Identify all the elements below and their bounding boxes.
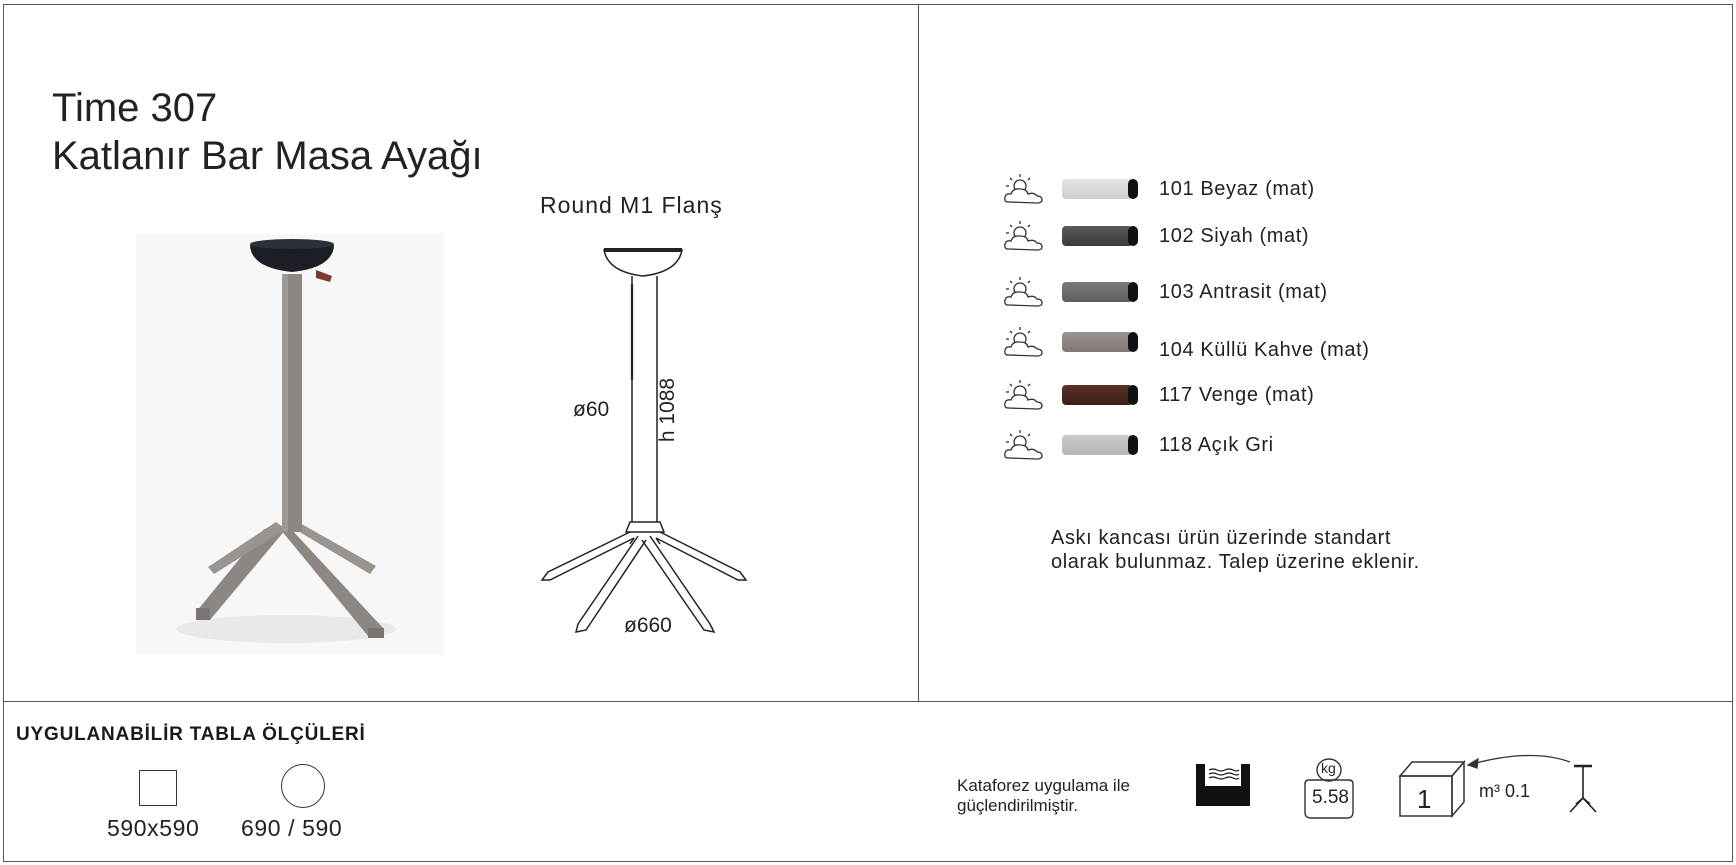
square-top-icon	[139, 770, 177, 806]
color-swatch	[1062, 282, 1138, 302]
color-option	[1002, 219, 1422, 253]
color-option	[1002, 428, 1422, 462]
base-diameter-label: ø660	[624, 614, 672, 637]
color-label: 101 Beyaz (mat)	[1159, 178, 1315, 200]
table-sizes-title: UYGULANABİLİR TABLA ÖLÇÜLERİ	[16, 724, 366, 745]
column-diameter-label: ø60	[573, 398, 610, 421]
color-option	[1002, 325, 1422, 359]
flange-title: Round M1 Flanş	[540, 192, 723, 218]
color-swatch	[1062, 332, 1138, 352]
color-swatch	[1062, 385, 1138, 405]
color-swatch	[1062, 226, 1138, 246]
square-size-label: 590x590	[107, 815, 200, 841]
color-label: 117 Venge (mat)	[1159, 384, 1315, 406]
weather-resistant-icon	[1002, 219, 1046, 253]
color-swatch	[1062, 179, 1138, 199]
hook-note-line2: olarak bulunmaz. Talep üzerine eklenir.	[1051, 551, 1420, 573]
package-box-icon	[1398, 760, 1468, 818]
round-size-label: 690 / 590	[241, 815, 343, 841]
color-swatch	[1062, 435, 1138, 455]
box-count: 1	[1417, 784, 1432, 814]
kataforez-line1: Kataforez uygulama ile	[957, 776, 1130, 795]
weather-resistant-icon	[1002, 172, 1046, 206]
product-description: Katlanır Bar Masa Ayağı	[52, 134, 483, 178]
kataforez-note	[957, 776, 1130, 816]
arrow-icon	[1462, 750, 1582, 820]
color-label: 102 Siyah (mat)	[1159, 225, 1310, 247]
product-name: Time 307	[52, 86, 218, 130]
package-volume: m³ 0.1	[1479, 781, 1531, 801]
weather-resistant-icon	[1002, 325, 1046, 359]
weather-resistant-icon	[1002, 378, 1046, 412]
kataforez-line2: güçlendirilmiştir.	[957, 796, 1078, 815]
hook-note	[1051, 526, 1420, 574]
hook-note-line1: Askı kancası ürün üzerinde standart	[1051, 527, 1392, 549]
product-title	[52, 84, 483, 180]
color-option	[1002, 275, 1422, 309]
height-label: h 1088	[656, 377, 680, 443]
round-top-icon	[281, 764, 325, 808]
weather-resistant-icon	[1002, 428, 1046, 462]
coating-bath-icon	[1195, 762, 1251, 808]
leg-small-icon	[1566, 764, 1600, 816]
color-option	[1002, 378, 1422, 412]
color-label: 104 Küllü Kahve (mat)	[1159, 339, 1370, 361]
product-photo	[136, 234, 444, 654]
technical-drawing	[530, 240, 760, 640]
color-label: 118 Açık Gri	[1159, 434, 1274, 456]
weight-unit: kg	[1321, 760, 1336, 776]
weight-value: 5.58	[1312, 787, 1349, 808]
weather-resistant-icon	[1002, 275, 1046, 309]
color-label: 103 Antrasit (mat)	[1159, 281, 1328, 303]
color-option	[1002, 172, 1422, 206]
